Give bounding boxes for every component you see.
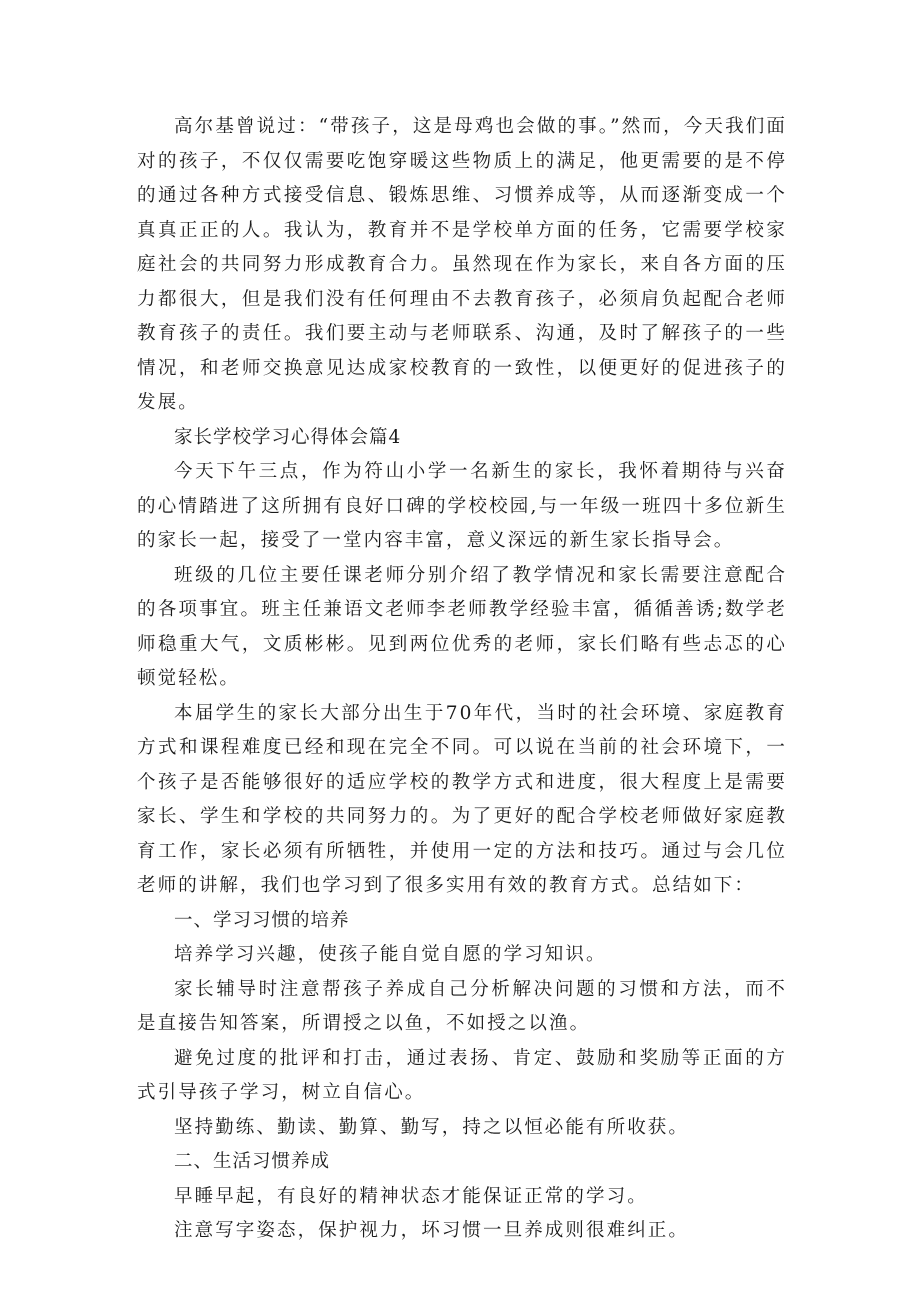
paragraph-parents: 本届学生的家长大部分出生于70年代，当时的社会环境、家庭教育方式和课程难度已经和现在完全不同。可以说在当前的社会环境下，一个孩子是否能够很好的适应学校的教学方式和进度，很大程度上是需要家长、学生和学校的共同努力的。为了更好的配合学校老师做好家庭教育工作，家长必须有所牺牲，并使用一定的方法和技巧。通过与会几位老师的讲解，我们也学习到了很多实用有效的教育方式。总结如下：	[137, 702, 787, 896]
section-title: 家长学校学习心得体会篇4	[174, 426, 402, 448]
item-interest: 培养学习兴趣，使孩子能自觉自愿的学习知识。	[174, 944, 607, 965]
paragraph-meeting: 今天下午三点，作为符山小学一名新生的家长，我怀着期待与兴奋的心情踏进了这所拥有良好口碑的学校校园,与一年级一班四十多位新生的家长一起，接受了一堂内容丰富，意义深远的新生家长指导会。	[137, 461, 787, 551]
item-tutoring: 家长辅导时注意帮孩子养成自己分析解决问题的习惯和方法，而不是直接告知答案，所谓授之以鱼，不如授之以渔。	[137, 978, 787, 1034]
item-posture: 注意写字姿态，保护视力，坏习惯一旦养成则很难纠正。	[174, 1220, 690, 1241]
item-encouragement: 避免过度的批评和打击，通过表扬、肯定、鼓励和奖励等正面的方式引导孩子学习，树立自信心。	[137, 1047, 787, 1103]
paragraph-intro: 高尔基曾说过：“带孩子，这是母鸡也会做的事。”然而，今天我们面对的孩子，不仅仅需要吃饱穿暖这些物质上的满足，他更需要的是不停的通过各种方式接受信息、锻炼思维、习惯养成等，从而逐渐变成一个真真正正的人。我认为，教育并不是学校单方面的任务，它需要学校家庭社会的共同努力形成教育合力。虽然现在作为家长，来自各方面的压力都很大，但是我们没有任何理由不去教育孩子，必须肩负起配合老师教育孩子的责任。我们要主动与老师联系、沟通，及时了解孩子的一些情况，和老师交换意见达成家校教育的一致性，以便更好的促进孩子的发展。	[137, 116, 787, 413]
paragraph-teachers: 班级的几位主要任课老师分别介绍了教学情况和家长需要注意配合的各项事宜。班主任兼语文老师李老师教学经验丰富，循循善诱;数学老师稳重大气，文质彬彬。见到两位优秀的老师，家长们略有些忐忑的心顿觉轻松。	[137, 564, 787, 689]
heading-life-habits: 二、生活习惯养成	[174, 1151, 331, 1172]
item-persistence: 坚持勤练、勤读、勤算、勤写，持之以恒必能有所收获。	[174, 1116, 690, 1138]
item-sleep: 早睡早起，有良好的精神状态才能保证正常的学习。	[174, 1185, 648, 1207]
heading-study-habits: 一、学习习惯的培养	[174, 909, 350, 931]
document-body	[137, 110, 787, 1249]
